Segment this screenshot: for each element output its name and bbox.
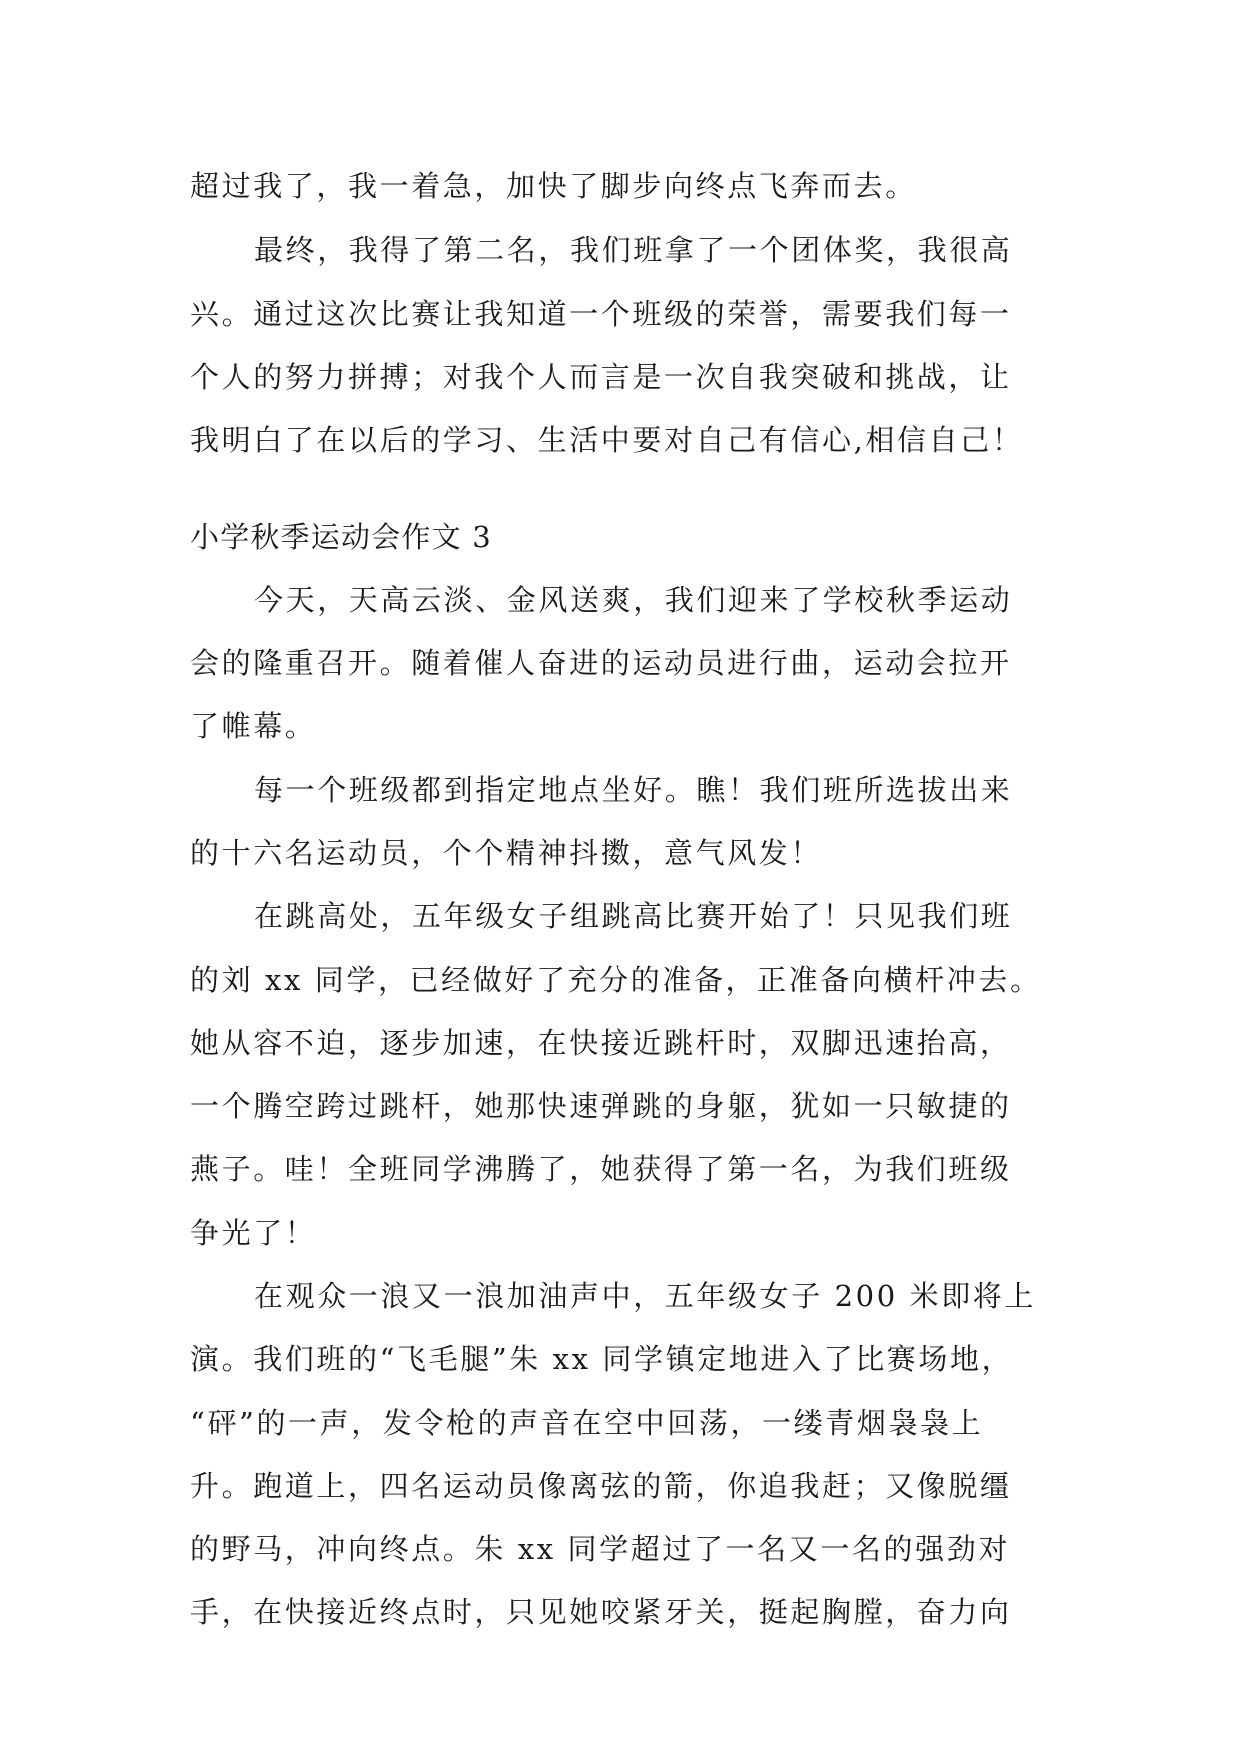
paragraph-line: 兴。通过这次比赛让我知道一个班级的荣誉，需要我们每一 (190, 297, 1012, 331)
paragraph-line: 手，在快接近终点时，只见她咬紧牙关，挺起胸膛，奋力向 (190, 1595, 1012, 1629)
paragraph-line: 每一个班级都到指定地点坐好。瞧！我们班所选拔出来 (254, 773, 1013, 807)
paragraph-line: 今天，天高云淡、金风送爽，我们迎来了学校秋季运动 (254, 583, 1013, 617)
paragraph-line: 在观众一浪又一浪加油声中，五年级女子 200 米即将上 (254, 1279, 1036, 1313)
paragraph-line: 一个腾空跨过跳杆，她那快速弹跳的身躯，犹如一只敏捷的 (190, 1089, 1012, 1123)
paragraph-line: 的刘 xx 同学，已经做好了充分的准备，正准备向横杆冲去。 (190, 963, 1042, 997)
paragraph-line: 超过我了，我一着急，加快了脚步向终点飞奔而去。 (190, 169, 917, 203)
paragraph-line: 她从容不迫，逐步加速，在快接近跳杆时，双脚迅速抬高， (190, 1026, 1012, 1060)
paragraph-line: 会的隆重召开。随着催人奋进的运动员进行曲，运动会拉开 (190, 646, 1012, 680)
paragraph-line: 的野马，冲向终点。朱 xx 同学超过了一名又一名的强劲对 (190, 1532, 1010, 1566)
paragraph-line: 了帷幕。 (190, 709, 317, 743)
section-heading: 小学秋季运动会作文 3 (190, 520, 492, 554)
paragraph-line: 我明白了在以后的学习、生活中要对自己有信心,相信自己！ (190, 423, 1024, 457)
paragraph-line: 燕子。哇！全班同学沸腾了，她获得了第一名，为我们班级 (190, 1152, 1012, 1186)
paragraph-line: 最终，我得了第二名，我们班拿了一个团体奖，我很高 (254, 233, 1013, 267)
paragraph-line: 升。跑道上，四名运动员像离弦的箭，你追我赶；又像脱缰 (190, 1469, 1012, 1503)
paragraph-line: 在跳高处，五年级女子组跳高比赛开始了！只见我们班 (254, 899, 1013, 933)
paragraph-line: 个人的努力拼搏；对我个人而言是一次自我突破和挑战，让 (190, 360, 1012, 394)
paragraph-line: 的十六名运动员，个个精神抖擞，意气风发！ (190, 836, 823, 870)
paragraph-line: “砰”的一声，发令枪的声音在空中回荡，一缕青烟袅袅上 (190, 1406, 984, 1440)
paragraph-line: 争光了！ (190, 1216, 317, 1250)
paragraph-line: 演。我们班的“飞毛腿”朱 xx 同学镇定地进入了比赛场地， (190, 1342, 1014, 1376)
